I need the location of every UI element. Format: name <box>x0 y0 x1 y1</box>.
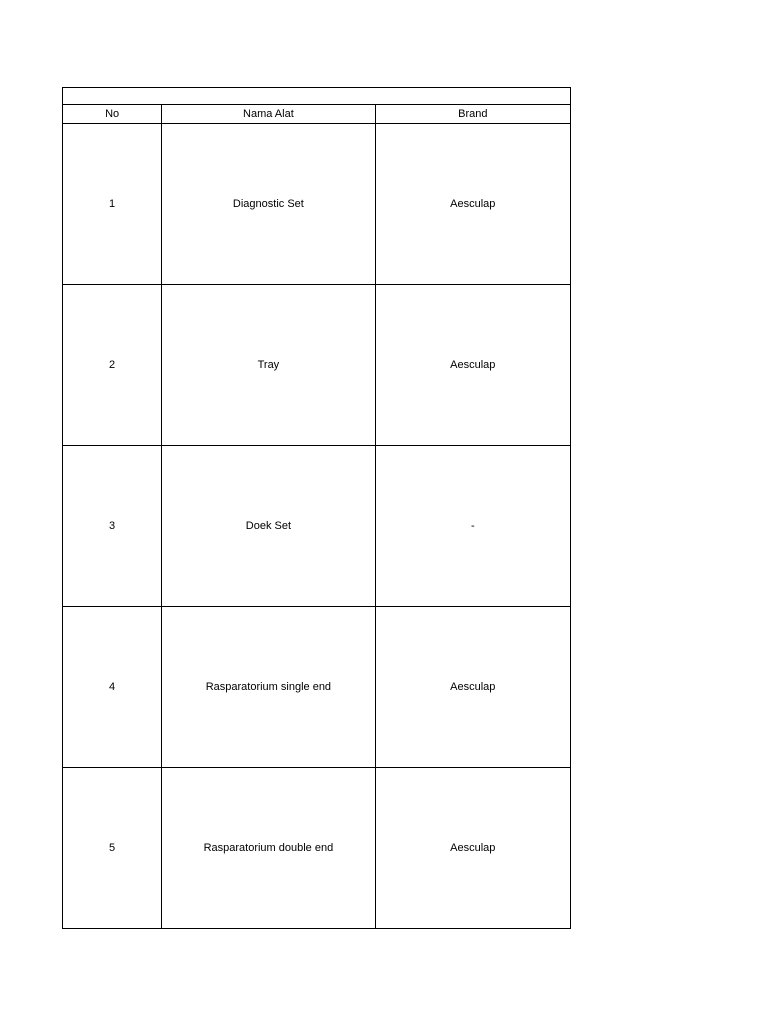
header-nama-alat: Nama Alat <box>162 105 375 124</box>
spreadsheet-page <box>62 87 571 929</box>
cell-no: 2 <box>63 285 162 446</box>
equipment-table <box>62 87 571 929</box>
table-header-row <box>63 105 571 124</box>
table-row <box>63 285 571 446</box>
cell-nama-alat: Rasparatorium single end <box>162 607 375 768</box>
table-row <box>63 446 571 607</box>
cell-brand: Aesculap <box>375 768 570 929</box>
cell-brand: Aesculap <box>375 124 570 285</box>
cell-brand: Aesculap <box>375 285 570 446</box>
cell-no: 3 <box>63 446 162 607</box>
cell-nama-alat: Rasparatorium double end <box>162 768 375 929</box>
cell-no: 5 <box>63 768 162 929</box>
table-row <box>63 124 571 285</box>
header-no: No <box>63 105 162 124</box>
cell-nama-alat: Tray <box>162 285 375 446</box>
cell-brand: Aesculap <box>375 607 570 768</box>
cell-brand: - <box>375 446 570 607</box>
table-row <box>63 607 571 768</box>
table-title-cell <box>63 88 571 105</box>
cell-nama-alat: Doek Set <box>162 446 375 607</box>
cell-nama-alat: Diagnostic Set <box>162 124 375 285</box>
header-brand: Brand <box>375 105 570 124</box>
table-title-row <box>63 88 571 105</box>
table-row <box>63 768 571 929</box>
cell-no: 1 <box>63 124 162 285</box>
cell-no: 4 <box>63 607 162 768</box>
